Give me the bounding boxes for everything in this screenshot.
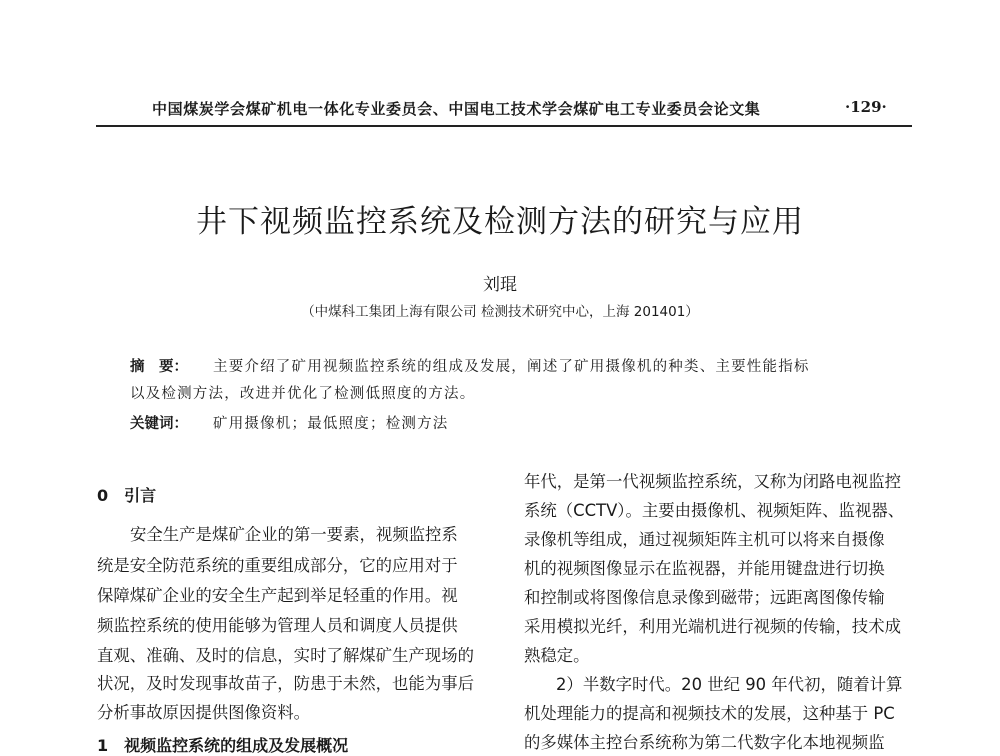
header-divider (96, 125, 912, 127)
body-line: 机的视频图像显示在监视器，并能用键盘进行切换 (524, 559, 885, 578)
body-line: 机处理能力的提高和视频技术的发展，这种基于 PC (524, 704, 895, 723)
author-name: 刘琨 (483, 275, 517, 295)
abstract-line-2: 以及检测方法，改进并优化了检测低照度的方法。 (130, 386, 476, 402)
abstract-line-1: 主要介绍了矿用视频监控系统的组成及发展，阐述了矿用摄像机的种类、主要性能指标 (213, 359, 810, 375)
body-line: 熟稳定。 (524, 646, 590, 665)
body-line: 录像机等组成，通过视频矩阵主机可以将来自摄像 (524, 530, 885, 549)
body-line: 频监控系统的使用能够为管理人员和调度人员提供 (97, 616, 458, 635)
page-number: ·129· (845, 98, 887, 116)
body-line: 和控制或将图像信息录像到磁带；远距离图像传输 (524, 588, 885, 607)
abstract-label: 摘 要： (130, 359, 188, 375)
section-heading-introduction: 0 引言 (97, 486, 157, 505)
body-line: 系统（CCTV）。主要由摄像机、视频矩阵、监视器、 (524, 501, 905, 520)
keywords-label: 关键词： (130, 416, 188, 432)
running-header-title: 中国煤炭学会煤矿机电一体化专业委员会、中国电工技术学会煤矿电工专业委员会论文集 (152, 100, 761, 118)
section-heading-system-overview: 1 视频监控系统的组成及发展概况 (97, 736, 349, 755)
body-line: 2）半数字时代。20 世纪 90 年代初，随着计算 (556, 675, 903, 694)
body-line: 年代，是第一代视频监控系统，又称为闭路电视监控 (524, 472, 901, 491)
article-title: 井下视频监控系统及检测方法的研究与应用 (196, 204, 804, 240)
body-line: 直观、准确、及时的信息，实时了解煤矿生产现场的 (97, 646, 474, 665)
body-line: 统是安全防范系统的重要组成部分，它的应用对于 (97, 556, 458, 575)
body-line: 安全生产是煤矿企业的第一要素，视频监控系 (130, 525, 458, 544)
keywords-text: 矿用摄像机；最低照度；检测方法 (213, 416, 449, 432)
author-affiliation: （中煤科工集团上海有限公司 检测技术研究中心，上海 201401） (301, 304, 699, 320)
body-line: 的多媒体主控台系统称为第二代数字化本地视频监 (524, 733, 885, 752)
body-line: 保障煤矿企业的安全生产起到举足轻重的作用。视 (97, 586, 458, 605)
body-line: 采用模拟光纤，利用光端机进行视频的传输，技术成 (524, 617, 901, 636)
body-line: 分析事故原因提供图像资料。 (97, 703, 311, 722)
body-line: 状况，及时发现事故苗子，防患于未然，也能为事后 (97, 674, 474, 693)
